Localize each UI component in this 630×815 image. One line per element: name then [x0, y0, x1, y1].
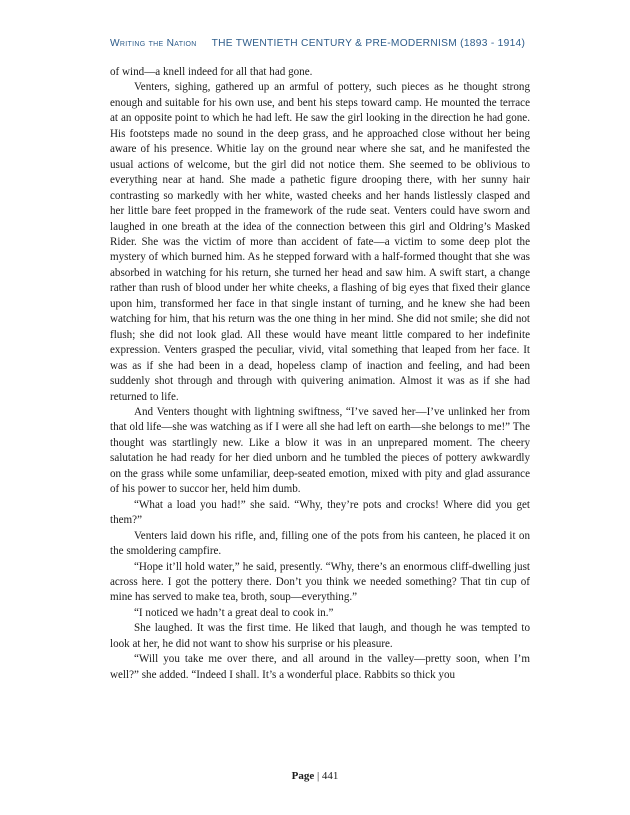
page-number: 441	[321, 770, 339, 782]
paragraph: Venters laid down his rifle, and, filling one of the pots from his canteen, he placed it on the smoldering campfire.	[110, 529, 530, 558]
header-section-title: THE TWENTIETH CENTURY & PRE-MODERNISM (1893 - 1914)	[211, 38, 526, 49]
page-body	[110, 65, 530, 683]
paragraph: of wind—a knell indeed for all that had gone.	[110, 66, 313, 78]
paragraph: Venters, sighing, gathered up an armful of pottery, such pieces as he thought strong enough and suitable for his own use, and bent his steps toward camp. He mounted the terrace at an opposite point to which he had left. He saw the girl looking in the direction he had gone. His footsteps made no sound in the deep grass, and he approached close without her being aware of his presence. Whitie lay on the ground near where she sat, and he manifested the usual actions of welcome, but the girl did not notice them. She seemed to be oblivious to everything near at hand. She made a pathetic figure drooping there, with her sunny hair contrasting so markedly with her white, wasted cheeks and her hands listlessly clasped and her little bare feet propped in the framework of the rude seat. Venters could have sworn and laughed in one breath at the idea of the connection between this girl and Oldring’s Masked Rider. She was the victim of more than accident of fate—a victim to some deep plot the mystery of which burned him. As he stepped forward with a half-formed thought that she was absorbed in watching for his return, she turned her head and saw him. A swift start, a change rather than rush of blood under her white cheeks, a flashing of big eyes that fixed their glance upon him, transformed her face in that single instant of turning, and he knew she had been watching for him, that his return was the one thing in her mind. She did not smile; she did not flush; she did not look glad. All these would have meant little compared to her indefinite expression. Venters grasped the peculiar, vivid, vital something that leaped from her face. It was as if she had been in a dead, hopeless clamp of inaction and feeling, and had been suddenly shot through and through with quivering animation. Almost it was as if she had returned to life.	[110, 81, 530, 403]
paragraph: “Hope it’ll hold water,” he said, presently. “Why, there’s an enormous cliff-dwelling just across here. I got the pottery there. Don’t you think we needed something? That tin cup of mine has served to make tea, broth, soup—everything.”	[110, 560, 530, 604]
paragraph: She laughed. It was the first time. He liked that laugh, and though he was tempted to look at her, he did not want to show his surprise or his pleasure.	[110, 622, 530, 650]
page-label: Page	[291, 770, 315, 782]
page-footer	[0, 770, 630, 782]
running-header	[110, 38, 525, 49]
header-series-title: Writing the Nation	[110, 38, 197, 49]
paragraph: “What a load you had!” she said. “Why, they’re pots and crocks! Where did you get them?”	[110, 498, 530, 527]
paragraph: And Venters thought with lightning swiftness, “I’ve saved her—I’ve unlinked her from that old life—she was watching as if I were all she had left on earth—she belongs to me!” The thought was startlingly new. Like a blow it was in an unprepared moment. The cheery salutation he had ready for her died unborn and he tumbled the pieces of pottery awkwardly on the grass while some unfamiliar, deep-seated emotion, mixed with pity and glad assurance of his power to succor her, held him dumb.	[110, 405, 530, 496]
paragraph: “I noticed we hadn’t a great deal to cook in.”	[134, 606, 334, 619]
paragraph: “Will you take me over there, and all around in the valley—pretty soon, when I’m well?” she added. “Indeed I shall. It’s a wonderful place. Rabbits so thick you	[110, 653, 530, 681]
page-separator: |	[316, 770, 320, 782]
